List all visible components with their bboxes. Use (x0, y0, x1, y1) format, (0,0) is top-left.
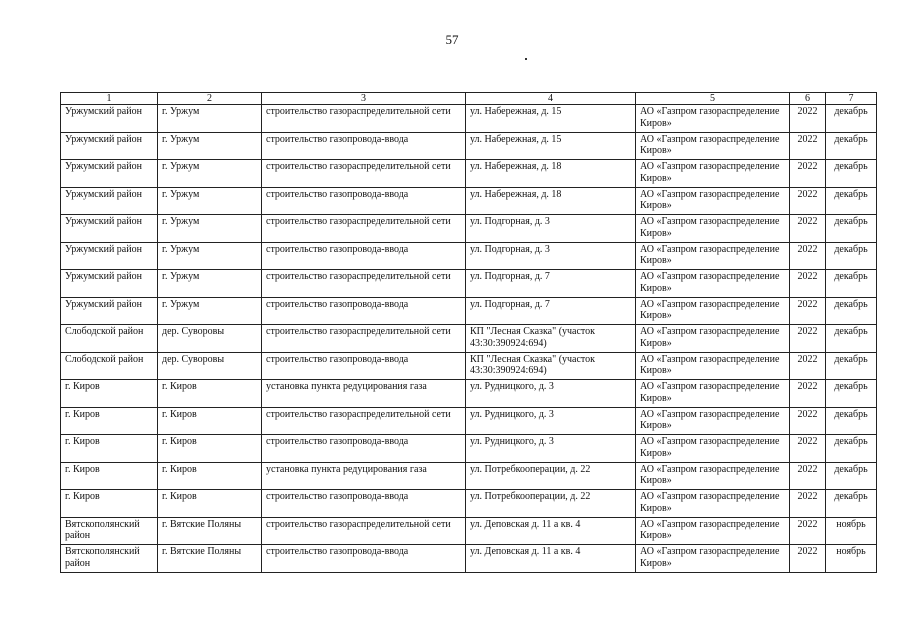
year-cell: 2022 (790, 490, 826, 518)
work-type-cell: строительство газораспределительной сети (262, 325, 466, 353)
organization-cell: АО «Газпром газораспределение Киров» (636, 325, 790, 353)
header-col-4: 4 (466, 93, 636, 105)
organization-cell: АО «Газпром газораспределение Киров» (636, 215, 790, 243)
table-row (61, 105, 877, 133)
district-cell: Уржумский район (61, 242, 158, 270)
locality-cell: г. Уржум (158, 297, 262, 325)
table-row (61, 215, 877, 243)
header-col-5: 5 (636, 93, 790, 105)
address-cell: ул. Набережная, д. 18 (466, 160, 636, 188)
work-type-cell: строительство газораспределительной сети (262, 517, 466, 545)
table-row (61, 490, 877, 518)
table-body (61, 105, 877, 573)
month-cell: декабрь (826, 490, 877, 518)
page-number: 57 (445, 32, 459, 47)
year-cell: 2022 (790, 297, 826, 325)
district-cell: Вятскополянский район (61, 517, 158, 545)
locality-cell: дер. Суворовы (158, 352, 262, 380)
locality-cell: г. Уржум (158, 187, 262, 215)
organization-cell: АО «Газпром газораспределение Киров» (636, 462, 790, 490)
table-row (61, 297, 877, 325)
year-cell: 2022 (790, 270, 826, 298)
district-cell: Уржумский район (61, 160, 158, 188)
organization-cell: АО «Газпром газораспределение Киров» (636, 517, 790, 545)
organization-cell: АО «Газпром газораспределение Киров» (636, 132, 790, 160)
year-cell: 2022 (790, 435, 826, 463)
work-type-cell: строительство газораспределительной сети (262, 215, 466, 243)
address-cell: ул. Деповская д. 11 а кв. 4 (466, 545, 636, 573)
locality-cell: г. Киров (158, 462, 262, 490)
locality-cell: г. Уржум (158, 160, 262, 188)
address-cell: ул. Потребкооперации, д. 22 (466, 462, 636, 490)
locality-cell: г. Уржум (158, 215, 262, 243)
header-col-1: 1 (61, 93, 158, 105)
district-cell: г. Киров (61, 435, 158, 463)
year-cell: 2022 (790, 105, 826, 133)
locality-cell: дер. Суворовы (158, 325, 262, 353)
address-cell: КП "Лесная Сказка" (участок 43:30:390924:694) (466, 325, 636, 353)
district-cell: Уржумский район (61, 105, 158, 133)
address-cell: КП "Лесная Сказка" (участок 43:30:390924:694) (466, 352, 636, 380)
district-cell: г. Киров (61, 407, 158, 435)
year-cell: 2022 (790, 462, 826, 490)
table-row (61, 132, 877, 160)
table-row (61, 517, 877, 545)
address-cell: ул. Подгорная, д. 3 (466, 242, 636, 270)
year-cell: 2022 (790, 545, 826, 573)
locality-cell: г. Киров (158, 407, 262, 435)
district-cell: г. Киров (61, 462, 158, 490)
work-type-cell: строительство газопровода-ввода (262, 435, 466, 463)
month-cell: декабрь (826, 105, 877, 133)
year-cell: 2022 (790, 187, 826, 215)
table-row (61, 407, 877, 435)
month-cell: декабрь (826, 132, 877, 160)
table-row (61, 187, 877, 215)
organization-cell: АО «Газпром газораспределение Киров» (636, 297, 790, 325)
organization-cell: АО «Газпром газораспределение Киров» (636, 490, 790, 518)
organization-cell: АО «Газпром газораспределение Киров» (636, 105, 790, 133)
year-cell: 2022 (790, 132, 826, 160)
year-cell: 2022 (790, 352, 826, 380)
table-row (61, 435, 877, 463)
address-cell: ул. Потребкооперации, д. 22 (466, 490, 636, 518)
scan-speck (525, 58, 527, 60)
locality-cell: г. Уржум (158, 132, 262, 160)
year-cell: 2022 (790, 407, 826, 435)
district-cell: Уржумский район (61, 270, 158, 298)
organization-cell: АО «Газпром газораспределение Киров» (636, 380, 790, 408)
month-cell: декабрь (826, 270, 877, 298)
locality-cell: г. Уржум (158, 242, 262, 270)
year-cell: 2022 (790, 215, 826, 243)
month-cell: декабрь (826, 380, 877, 408)
address-cell: ул. Набережная, д. 18 (466, 187, 636, 215)
district-cell: г. Киров (61, 380, 158, 408)
organization-cell: АО «Газпром газораспределение Киров» (636, 407, 790, 435)
header-col-7: 7 (826, 93, 877, 105)
month-cell: декабрь (826, 215, 877, 243)
work-type-cell: строительство газопровода-ввода (262, 297, 466, 325)
district-cell: Уржумский район (61, 187, 158, 215)
organization-cell: АО «Газпром газораспределение Киров» (636, 160, 790, 188)
district-cell: Уржумский район (61, 215, 158, 243)
work-type-cell: строительство газопровода-ввода (262, 242, 466, 270)
header-col-6: 6 (790, 93, 826, 105)
work-type-cell: строительство газопровода-ввода (262, 545, 466, 573)
work-type-cell: строительство газораспределительной сети (262, 105, 466, 133)
table-row (61, 380, 877, 408)
table-row (61, 462, 877, 490)
month-cell: декабрь (826, 435, 877, 463)
address-cell: ул. Подгорная, д. 7 (466, 270, 636, 298)
locality-cell: г. Киров (158, 490, 262, 518)
address-cell: ул. Рудницкого, д. 3 (466, 435, 636, 463)
month-cell: декабрь (826, 352, 877, 380)
month-cell: декабрь (826, 242, 877, 270)
organization-cell: АО «Газпром газораспределение Киров» (636, 242, 790, 270)
locality-cell: г. Киров (158, 435, 262, 463)
organization-cell: АО «Газпром газораспределение Киров» (636, 187, 790, 215)
organization-cell: АО «Газпром газораспределение Киров» (636, 270, 790, 298)
table-row (61, 270, 877, 298)
address-cell: ул. Подгорная, д. 7 (466, 297, 636, 325)
table-header-row (61, 93, 877, 105)
work-type-cell: строительство газопровода-ввода (262, 132, 466, 160)
address-cell: ул. Рудницкого, д. 3 (466, 407, 636, 435)
work-type-cell: строительство газопровода-ввода (262, 490, 466, 518)
work-type-cell: строительство газопровода-ввода (262, 187, 466, 215)
month-cell: декабрь (826, 160, 877, 188)
district-cell: Слободской район (61, 325, 158, 353)
year-cell: 2022 (790, 242, 826, 270)
gasification-table (60, 92, 877, 573)
address-cell: ул. Набережная, д. 15 (466, 105, 636, 133)
work-type-cell: строительство газопровода-ввода (262, 352, 466, 380)
locality-cell: г. Уржум (158, 105, 262, 133)
work-type-cell: строительство газораспределительной сети (262, 407, 466, 435)
work-type-cell: установка пункта редуцирования газа (262, 462, 466, 490)
table-row (61, 545, 877, 573)
header-col-3: 3 (262, 93, 466, 105)
locality-cell: г. Вятские Поляны (158, 517, 262, 545)
locality-cell: г. Уржум (158, 270, 262, 298)
table-row (61, 325, 877, 353)
work-type-cell: строительство газораспределительной сети (262, 270, 466, 298)
year-cell: 2022 (790, 517, 826, 545)
month-cell: декабрь (826, 325, 877, 353)
month-cell: декабрь (826, 462, 877, 490)
district-cell: Вятскополянский район (61, 545, 158, 573)
header-col-2: 2 (158, 93, 262, 105)
district-cell: Уржумский район (61, 132, 158, 160)
district-cell: Уржумский район (61, 297, 158, 325)
organization-cell: АО «Газпром газораспределение Киров» (636, 352, 790, 380)
address-cell: ул. Деповская д. 11 а кв. 4 (466, 517, 636, 545)
month-cell: декабрь (826, 407, 877, 435)
year-cell: 2022 (790, 380, 826, 408)
table-row (61, 352, 877, 380)
month-cell: декабрь (826, 297, 877, 325)
address-cell: ул. Набережная, д. 15 (466, 132, 636, 160)
work-type-cell: установка пункта редуцирования газа (262, 380, 466, 408)
table-row (61, 242, 877, 270)
organization-cell: АО «Газпром газораспределение Киров» (636, 545, 790, 573)
table-row (61, 160, 877, 188)
month-cell: ноябрь (826, 517, 877, 545)
year-cell: 2022 (790, 160, 826, 188)
district-cell: Слободской район (61, 352, 158, 380)
address-cell: ул. Подгорная, д. 3 (466, 215, 636, 243)
month-cell: ноябрь (826, 545, 877, 573)
month-cell: декабрь (826, 187, 877, 215)
work-type-cell: строительство газораспределительной сети (262, 160, 466, 188)
district-cell: г. Киров (61, 490, 158, 518)
year-cell: 2022 (790, 325, 826, 353)
organization-cell: АО «Газпром газораспределение Киров» (636, 435, 790, 463)
locality-cell: г. Вятские Поляны (158, 545, 262, 573)
locality-cell: г. Киров (158, 380, 262, 408)
address-cell: ул. Рудницкого, д. 3 (466, 380, 636, 408)
